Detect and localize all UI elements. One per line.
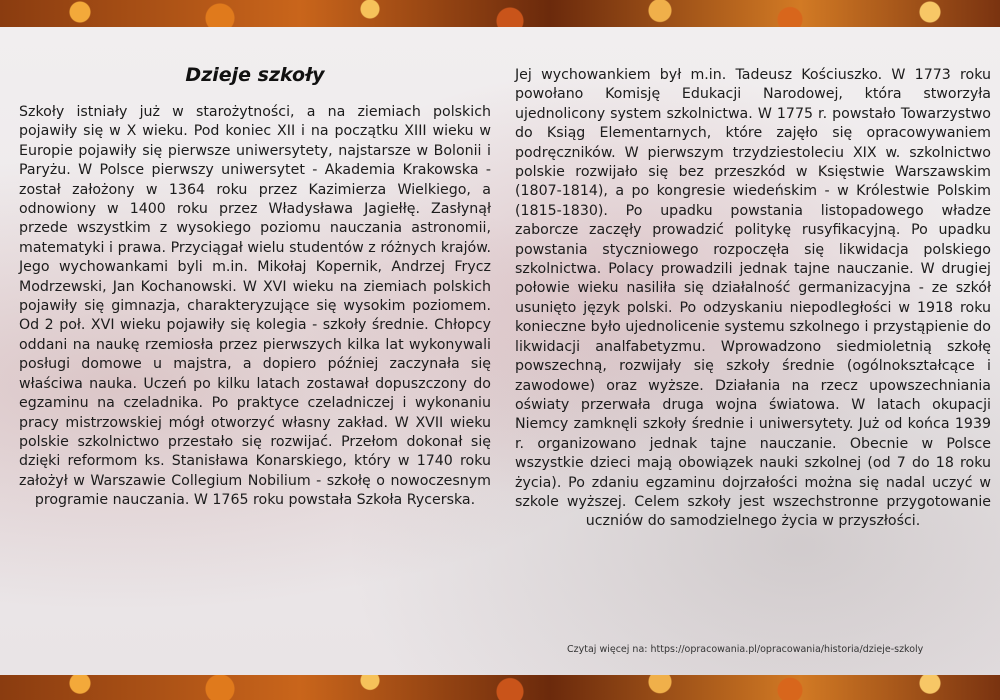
page-title: Dzieje szkoły (185, 64, 325, 86)
autumn-leaves-top (0, 0, 1000, 30)
right-column-text: Jej wychowankiem był m.in. Tadeusz Kościuszko. W 1773 roku powołano Komisję Edukacji Narodowej, która stworzyła ujednolicony system szkolnictwa. W 1775 r. powstało Towarzystwo do Ksiąg Elementarnych, które zajęło się opracowywaniem podręczników. W pierwszym trzydziestoleciu XIX w. szkolnictwo polskie rozwijało się bez przeszkód w Księstwie Warszawskim (1807-1814), a po kongresie wiedeńskim - w Królestwie Polskim (1815-1830). Po upadku powstania listopadowego władze zaborcze zaczęły prowadzić politykę rusyfikacyjną. Po upadku powstania styczniowego rozpoczęła się likwidacja polskiego szkolnictwa. Polacy prowadzili jednak tajne nauczanie. W drugiej połowie wieku nasiliła się działalność germanizacyjna - ze szkół usunięto język polski. Po odzyskaniu niepodległości w 1918 roku konieczne było ujednolicenie systemu szkolnego i przystąpienie do likwidacji analfabetyzmu. Wprowadzono siedmioletnią szkołę powszechną, rozwijały się szkoły średnie (ogólnokształcące i zawodowe) oraz wyższe. Działania na rzecz upowszechniania oświaty przerwała druga wojna światowa. W latach okupacji Niemcy zamknęli szkoły średnie i uniwersytety. Już od końca 1939 r. organizowano jednak tajne nauczanie. Obecnie w Polsce wszystkie dzieci mają obowiązek nauki szkolnej (od 7 do 18 roku życia). Po zdaniu egzaminu dojrzałości można się nadal uczyć w szkole wyższej. Celem szkoły jest wszechstronne przygotowanie uczniów do samodzielnego życia w przyszłości. (515, 67, 991, 530)
text-panel (0, 27, 1000, 675)
source-link[interactable]: Czytaj więcej na: https://opracowania.pl/opracowania/historia/dzieje-szkoly (567, 644, 924, 655)
left-column-text: Szkoły istniały już w starożytności, a na ziemiach polskich pojawiły się w X wieku. Pod koniec XII i na początku XIII wieku w Europie pojawiły się pierwsze uniwersytety, najstarsze w Bolonii i Paryżu. W Polsce pierwszy uniwersytet - Akademia Krakowska - został założony w 1364 roku przez Kazimierza Wielkiego, a odnowiony w 1400 roku przez Władysława Jagiełłę. Zasłynął przede wszystkim z wysokiego poziomu nauczania astronomii, matematyki i prawa. Przyciągał wielu studentów z różnych krajów. Jego wychowankami byli m.in. Mikołaj Kopernik, Andrzej Frycz Modrzewski, Jan Kochanowski. W XVI wieku na ziemiach polskich pojawiły się gimnazja, charakteryzujące się wysokim poziomem. Od 2 poł. XVI wieku pojawiły się kolegia - szkoły średnie. Chłopcy oddani na naukę rzemiosła przez pierwszych kilka lat wykonywali posługi domowe u majstra, a dopiero później zaczynała się właściwa nauka. Uczeń po kilku latach zostawał dopuszczony do egzaminu na czeladnika. Po praktyce czeladniczej i wykonaniu pracy mistrzowskiej mógł otworzyć własny zakład. W XVII wieku polskie szkolnictwo przestało się rozwijać. Przełom dokonał się dzięki reformom ks. Stanisława Konarskiego, który w 1740 roku założył w Warszawie Collegium Nobilium - szkołę o nowoczesnym programie nauczania. W 1765 roku powstała Szkoła Rycerska. (19, 104, 491, 509)
autumn-leaves-bottom (0, 672, 1000, 700)
left-column (19, 63, 491, 511)
right-column (515, 66, 991, 532)
